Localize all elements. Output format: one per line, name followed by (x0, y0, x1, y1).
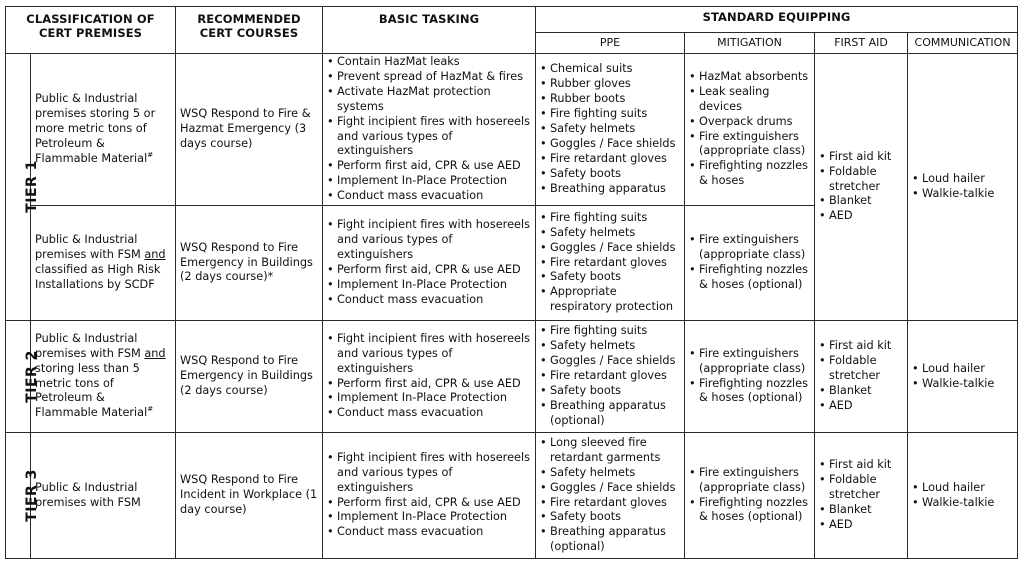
cert-table-container (5, 6, 1018, 559)
list-item: • Safety helmets (540, 226, 680, 241)
tasking-list (327, 218, 531, 307)
list-item: • Breathing apparatus (optional) (540, 399, 680, 429)
list-item: • Fight incipient fires with hosereels and various types of extinguishers (327, 451, 531, 496)
classification-cell: Public & Industrial premises with FSM (31, 433, 176, 559)
header-row-1 (6, 7, 1018, 33)
tasking-list (327, 451, 531, 540)
classification-and: and (144, 248, 166, 262)
mitigation-cell (685, 321, 815, 433)
course-cell: WSQ Respond to Fire & Hazmat Emergency (3 days course) (176, 54, 323, 206)
tasking-cell (323, 321, 536, 433)
classification-cell (31, 54, 176, 206)
list-item: • Safety boots (540, 167, 680, 182)
communication-list (912, 362, 1013, 392)
list-item: • Goggles / Face shields (540, 481, 680, 496)
course-cell: WSQ Respond to Fire Emergency in Buildings (2 days course)* (176, 206, 323, 321)
list-item: • Breathing apparatus (540, 182, 680, 197)
mitigation-cell (685, 206, 815, 321)
communication-cell (908, 54, 1018, 321)
list-item: • Foldable stretcher (819, 473, 903, 503)
list-item: • Conduct mass evacuation (327, 293, 531, 308)
list-item: • Conduct mass evacuation (327, 406, 531, 421)
list-item: • Blanket (819, 194, 903, 209)
list-item: • Walkie-talkie (912, 377, 1013, 392)
list-item: • Safety helmets (540, 122, 680, 137)
list-item: • Appropriate respiratory protection (540, 285, 680, 315)
list-item: • Fire extinguishers (appropriate class) (689, 130, 810, 160)
list-item: • Overpack drums (689, 115, 810, 130)
table-row-tier3 (6, 433, 1018, 559)
header-standard-equipping: STANDARD EQUIPPING (536, 7, 1018, 33)
list-item: • Walkie-talkie (912, 496, 1013, 511)
ppe-list (540, 62, 680, 196)
list-item: • Loud hailer (912, 481, 1013, 496)
list-item: • Fire fighting suits (540, 324, 680, 339)
list-item: • Fire retardant gloves (540, 152, 680, 167)
classification-text: Public & Industrial premises storing 5 or more metric tons of Petroleum & Flammable Material (35, 92, 156, 165)
list-item: • Fire fighting suits (540, 211, 680, 226)
classification-text-rest: storing less than 5 metric tons of Petroleum & Flammable Material (35, 361, 148, 420)
mitigation-cell (685, 54, 815, 206)
header-communication: COMMUNICATION (908, 33, 1018, 54)
list-item: • Fight incipient fires with hosereels and various types of extinguishers (327, 115, 531, 160)
classification-text-rest: classified as High Risk Installations by SCDF (35, 263, 161, 291)
list-item: • Firefighting nozzles & hoses (optional) (689, 263, 810, 293)
course-cell: WSQ Respond to Fire Emergency in Buildings (2 days course) (176, 321, 323, 433)
list-item: • Long sleeved fire retardant garments (540, 436, 680, 466)
list-item: • Fire fighting suits (540, 107, 680, 122)
list-item: • Fire retardant gloves (540, 256, 680, 271)
tier-3-cell (6, 433, 40, 559)
tier-1-label: TIER 1 (23, 160, 40, 213)
first-aid-list (819, 458, 903, 533)
list-item: • Goggles / Face shields (540, 241, 680, 256)
classification-text: Public & Industrial premises with FSM (35, 331, 145, 360)
list-item: • Prevent spread of HazMat & fires (327, 70, 531, 85)
list-item: • Blanket (819, 384, 903, 399)
ppe-cell (536, 206, 685, 321)
list-item: • Implement In-Place Protection (327, 278, 531, 293)
list-item: • First aid kit (819, 339, 903, 354)
list-item: • Safety boots (540, 510, 680, 525)
first-aid-list (819, 339, 903, 414)
classification-cell (31, 206, 176, 321)
list-item: • Loud hailer (912, 172, 1013, 187)
list-item: • First aid kit (819, 150, 903, 165)
list-item: • Contain HazMat leaks (327, 55, 531, 70)
header-ppe: PPE (536, 33, 685, 54)
list-item: • Leak sealing devices (689, 85, 810, 115)
ppe-cell (536, 433, 685, 559)
footnote-mark: # (147, 151, 154, 160)
tier-3-label: TIER 3 (23, 468, 40, 522)
first-aid-cell (815, 54, 908, 321)
tier-2-cell (6, 321, 40, 433)
list-item: • Perform first aid, CPR & use AED (327, 159, 531, 174)
list-item: • Safety helmets (540, 466, 680, 481)
list-item: • Conduct mass evacuation (327, 525, 531, 540)
list-item: • Activate HazMat protection systems (327, 85, 531, 115)
header-classification: CLASSIFICATION OF CERT PREMISES (6, 7, 176, 54)
ppe-cell (536, 321, 685, 433)
header-courses: RECOMMENDED CERT COURSES (176, 7, 323, 54)
list-item: • Blanket (819, 503, 903, 518)
communication-list (912, 172, 1013, 202)
list-item: • Foldable stretcher (819, 354, 903, 384)
first-aid-cell (815, 321, 908, 433)
header-first-aid: FIRST AID (815, 33, 908, 54)
ppe-list (540, 211, 680, 315)
mitigation-cell (685, 433, 815, 559)
list-item: • Safety boots (540, 270, 680, 285)
classification-text: Public & Industrial premises with FSM (35, 233, 145, 262)
tasking-cell (323, 433, 536, 559)
list-item: • Conduct mass evacuation (327, 189, 531, 204)
ppe-cell (536, 54, 685, 206)
ppe-list (540, 324, 680, 428)
header-tasking: BASIC TASKING (323, 7, 536, 54)
list-item: • AED (819, 518, 903, 533)
cert-equipping-table (5, 6, 1018, 559)
list-item: • AED (819, 209, 903, 224)
list-item: • Goggles / Face shields (540, 137, 680, 152)
classification-and: and (144, 346, 166, 360)
list-item: • Fight incipient fires with hosereels and various types of extinguishers (327, 332, 531, 377)
footnote-mark: # (147, 405, 154, 414)
list-item: • Rubber gloves (540, 77, 680, 92)
list-item: • Fight incipient fires with hosereels and various types of extinguishers (327, 218, 531, 263)
list-item: • Fire extinguishers (appropriate class) (689, 347, 810, 377)
ppe-list (540, 436, 680, 555)
first-aid-list (819, 150, 903, 225)
list-item: • Safety boots (540, 384, 680, 399)
tier-2-label: TIER 2 (23, 349, 40, 403)
list-item: • Fire extinguishers (appropriate class) (689, 233, 810, 263)
communication-cell (908, 433, 1018, 559)
course-cell: WSQ Respond to Fire Incident in Workplace (1 day course) (176, 433, 323, 559)
list-item: • Firefighting nozzles & hoses (689, 159, 810, 189)
list-item: • Implement In-Place Protection (327, 510, 531, 525)
list-item: • Implement In-Place Protection (327, 174, 531, 189)
list-item: • Fire retardant gloves (540, 496, 680, 511)
list-item: • AED (819, 399, 903, 414)
header-mitigation: MITIGATION (685, 33, 815, 54)
communication-list (912, 481, 1013, 511)
list-item: • Firefighting nozzles & hoses (optional) (689, 496, 810, 526)
mitigation-list (689, 347, 810, 407)
list-item: • Safety helmets (540, 339, 680, 354)
list-item: • Fire extinguishers (appropriate class) (689, 466, 810, 496)
list-item: • Perform first aid, CPR & use AED (327, 377, 531, 392)
list-item: • Fire retardant gloves (540, 369, 680, 384)
mitigation-list (689, 466, 810, 526)
table-row-tier1-a (6, 54, 1018, 206)
first-aid-cell (815, 433, 908, 559)
tasking-list (327, 332, 531, 421)
tasking-cell (323, 54, 536, 206)
list-item: • Loud hailer (912, 362, 1013, 377)
list-item: • Implement In-Place Protection (327, 391, 531, 406)
classification-cell (31, 321, 176, 433)
list-item: • First aid kit (819, 458, 903, 473)
table-row-tier2 (6, 321, 1018, 433)
list-item: • Goggles / Face shields (540, 354, 680, 369)
list-item: • Firefighting nozzles & hoses (optional) (689, 377, 810, 407)
tasking-cell (323, 206, 536, 321)
communication-cell (908, 321, 1018, 433)
mitigation-list (689, 233, 810, 293)
list-item: • Rubber boots (540, 92, 680, 107)
tier-1-cell (6, 54, 40, 321)
mitigation-list (689, 70, 810, 189)
list-item: • Breathing apparatus (optional) (540, 525, 680, 555)
list-item: • Perform first aid, CPR & use AED (327, 496, 531, 511)
list-item: • Perform first aid, CPR & use AED (327, 263, 531, 278)
list-item: • HazMat absorbents (689, 70, 810, 85)
list-item: • Chemical suits (540, 62, 680, 77)
list-item: • Walkie-talkie (912, 187, 1013, 202)
tasking-list (327, 55, 531, 204)
list-item: • Foldable stretcher (819, 165, 903, 195)
